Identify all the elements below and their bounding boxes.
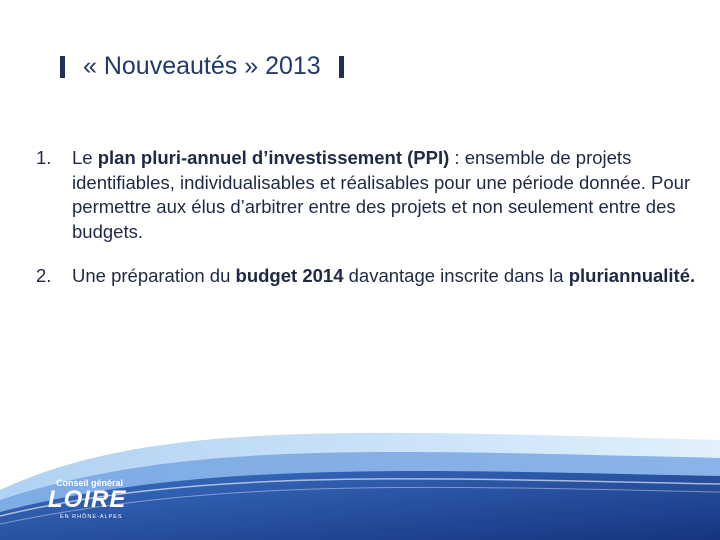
text-segment-bold: budget 2014	[235, 265, 344, 286]
logo-line3: EN RHÔNE-ALPES	[60, 514, 123, 520]
title-bar-right	[339, 56, 344, 78]
list-number: 1.	[36, 147, 52, 168]
slide-title	[60, 52, 344, 81]
list-item	[36, 264, 716, 289]
text-segment: : ensemble de projets identifiables, individualisables et réalisables pour une période donnée. Pour permettre aux élus d’arbitrer entre des projets et non seulement entre des budgets.	[72, 147, 691, 242]
logo	[38, 478, 148, 528]
title-bar-left	[60, 56, 65, 78]
logo-name: LOIRE	[48, 486, 127, 513]
text-segment: Une préparation du	[72, 265, 236, 286]
list-item	[36, 146, 716, 244]
text-segment-bold: pluriannualité.	[568, 265, 696, 286]
text-segment: Le	[72, 147, 98, 168]
slide-content	[36, 146, 716, 309]
logo-line1: Conseil général	[56, 478, 124, 488]
title-text: « Nouveautés » 2013	[83, 52, 321, 80]
list-text	[72, 146, 716, 244]
list-number: 2.	[36, 265, 52, 286]
text-segment: davantage inscrite dans la	[343, 265, 569, 286]
list-text	[72, 264, 716, 289]
text-segment-bold: plan pluri-annuel d’investissement (PPI)	[97, 147, 450, 168]
